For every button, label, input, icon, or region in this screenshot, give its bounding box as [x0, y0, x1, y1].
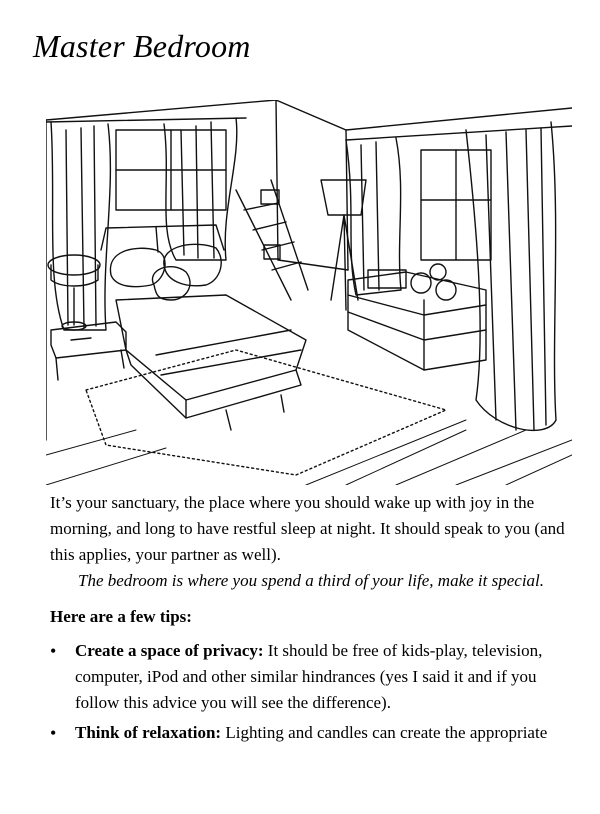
bed-headboard: [101, 225, 224, 252]
right-window: [421, 150, 491, 260]
page-title: Master Bedroom: [33, 28, 251, 64]
tips-list: [50, 638, 570, 746]
quote-line: The bedroom is where you spend a third of your life, make it special.: [78, 571, 545, 590]
floor-boards: [46, 420, 572, 485]
dresser: [348, 264, 486, 370]
tip-title: Think of relaxation:: [75, 723, 222, 742]
pillows: [110, 244, 221, 300]
list-item: [50, 638, 570, 716]
room-structure: [46, 100, 572, 440]
tips-heading: Here are a few tips:: [50, 607, 192, 626]
right-rod: [346, 126, 572, 140]
article-body: [50, 490, 570, 750]
left-window: [116, 130, 226, 210]
ladder-shelf: [236, 180, 308, 300]
tip-title: Create a space of privacy:: [75, 641, 264, 660]
bed-body: [116, 295, 306, 430]
tip-text: Lighting and candles can create the appropriate: [221, 723, 548, 742]
bedroom-illustration: [46, 100, 572, 485]
left-rod: [46, 118, 246, 122]
list-item: [50, 720, 570, 746]
tip-text: It should be free of kids-play, television, computer, iPod and other similar hindrances (yes I said it and if you follow this advice you will see the difference).: [75, 641, 543, 712]
floor-lamp: [321, 180, 366, 310]
intro-paragraph: It’s your sanctuary, the place where you should wake up with joy in the morning, and long to have restful sleep at night. It should speak to you (and this applies, your partner as well).: [50, 493, 565, 564]
